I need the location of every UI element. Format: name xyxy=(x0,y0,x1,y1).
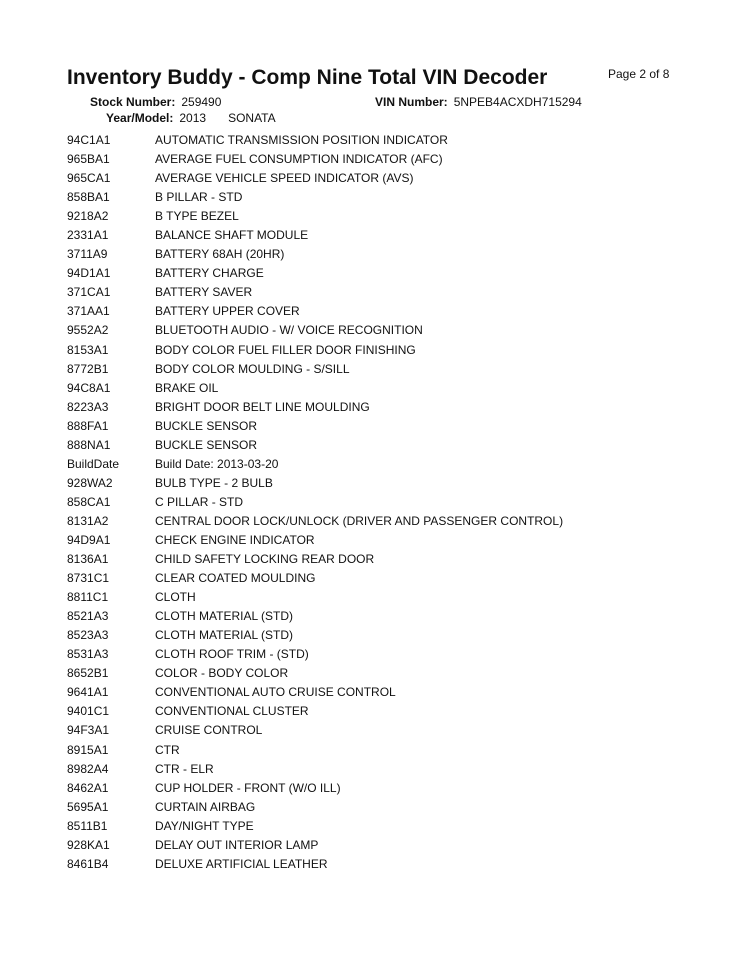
option-description: BULB TYPE - 2 BULB xyxy=(155,475,273,490)
stock-number-label: Stock Number: xyxy=(90,95,176,109)
year-value: 2013 xyxy=(179,111,207,125)
option-code: 8223A3 xyxy=(67,399,109,414)
option-code: 8811C1 xyxy=(67,590,109,605)
option-code: 928KA1 xyxy=(67,837,110,852)
option-code: 888FA1 xyxy=(67,418,109,433)
year-model-label: Year/Model: xyxy=(106,111,174,125)
option-description: C PILLAR - STD xyxy=(155,494,244,509)
option-code: 8136A1 xyxy=(67,552,109,567)
option-code: 2331A1 xyxy=(67,228,109,243)
option-description: BRAKE OIL xyxy=(155,380,219,395)
option-description: B TYPE BEZEL xyxy=(155,209,239,224)
option-description: CRUISE CONTROL xyxy=(155,723,263,738)
option-description: CLEAR COATED MOULDING xyxy=(155,571,316,586)
option-code: 8531A3 xyxy=(67,647,109,662)
option-description: CHILD SAFETY LOCKING REAR DOOR xyxy=(155,552,375,567)
option-code: 858BA1 xyxy=(67,190,110,205)
option-description: BATTERY 68AH (20HR) xyxy=(155,247,285,262)
option-description: CONVENTIONAL AUTO CRUISE CONTROL xyxy=(155,685,396,700)
option-description: DELAY OUT INTERIOR LAMP xyxy=(155,837,319,852)
vin-number xyxy=(375,95,582,109)
option-code: 8652B1 xyxy=(67,666,109,681)
option-description: AUTOMATIC TRANSMISSION POSITION INDICATOR xyxy=(155,133,448,147)
option-code: 94C8A1 xyxy=(67,380,111,395)
option-description: BODY COLOR FUEL FILLER DOOR FINISHING xyxy=(155,342,416,357)
option-description: BALANCE SHAFT MODULE xyxy=(155,228,309,243)
option-code: 94C1A1 xyxy=(67,133,111,147)
option-code: 94F3A1 xyxy=(67,723,110,738)
option-code: 8511B1 xyxy=(67,818,108,833)
option-code: 928WA2 xyxy=(67,475,113,490)
option-description: BODY COLOR MOULDING - S/SILL xyxy=(155,361,350,376)
option-code: 8521A3 xyxy=(67,609,109,624)
option-description: CTR xyxy=(155,742,180,757)
option-code: 9552A2 xyxy=(67,323,109,338)
option-code: 8462A1 xyxy=(67,780,109,795)
option-code: 8982A4 xyxy=(67,761,109,776)
option-code: 8915A1 xyxy=(67,742,109,757)
option-description: BUCKLE SENSOR xyxy=(155,437,258,452)
option-description: CONVENTIONAL CLUSTER xyxy=(155,704,309,719)
option-description: CUP HOLDER - FRONT (W/O ILL) xyxy=(155,780,341,795)
option-code: 94D1A1 xyxy=(67,266,111,281)
option-description: BLUETOOTH AUDIO - W/ VOICE RECOGNITION xyxy=(155,323,423,338)
option-description: CLOTH ROOF TRIM - (STD) xyxy=(155,647,309,662)
option-code: 8131A2 xyxy=(67,513,109,528)
option-code: 94D9A1 xyxy=(67,532,111,547)
stock-number-value: 259490 xyxy=(181,95,222,109)
option-code: 9218A2 xyxy=(67,209,109,224)
option-description: CLOTH xyxy=(155,590,196,605)
option-code: 8153A1 xyxy=(67,342,109,357)
option-description: CURTAIN AIRBAG xyxy=(155,799,256,814)
option-description: CLOTH MATERIAL (STD) xyxy=(155,628,294,643)
option-description: DAY/NIGHT TYPE xyxy=(155,818,254,833)
option-description: BRIGHT DOOR BELT LINE MOULDING xyxy=(155,399,370,414)
option-code: BuildDate xyxy=(67,456,120,471)
option-description: CHECK ENGINE INDICATOR xyxy=(155,532,315,547)
option-code: 8731C1 xyxy=(67,571,110,586)
option-code: 5695A1 xyxy=(67,799,109,814)
option-description: AVERAGE FUEL CONSUMPTION INDICATOR (AFC) xyxy=(155,152,443,167)
option-description: COLOR - BODY COLOR xyxy=(155,666,289,681)
vin-number-label: VIN Number: xyxy=(375,95,448,109)
option-code: 965BA1 xyxy=(67,152,110,167)
vin-number-value: 5NPEB4ACXDH715294 xyxy=(453,95,582,109)
option-description: B PILLAR - STD xyxy=(155,190,243,205)
option-description: AVERAGE VEHICLE SPEED INDICATOR (AVS) xyxy=(155,171,414,186)
option-description: BUCKLE SENSOR xyxy=(155,418,258,433)
option-code: 858CA1 xyxy=(67,494,111,509)
option-code: 965CA1 xyxy=(67,171,111,186)
year-model xyxy=(106,111,276,125)
option-description: BATTERY UPPER COVER xyxy=(155,304,300,319)
model-value: SONATA xyxy=(228,111,276,125)
option-description: CENTRAL DOOR LOCK/UNLOCK (DRIVER AND PASSENGER CONTROL) xyxy=(155,513,564,528)
option-code: 3711A9 xyxy=(67,247,108,262)
option-description: DELUXE ARTIFICIAL LEATHER xyxy=(155,856,328,871)
option-code: 888NA1 xyxy=(67,437,111,452)
option-description: CTR - ELR xyxy=(155,761,214,776)
option-code: 9401C1 xyxy=(67,704,110,719)
option-description: BATTERY SAVER xyxy=(155,285,253,300)
option-code: 371AA1 xyxy=(67,304,110,319)
option-description: CLOTH MATERIAL (STD) xyxy=(155,609,294,624)
page-title: Inventory Buddy - Comp Nine Total VIN Decoder xyxy=(67,66,548,89)
option-description: Build Date: 2013-03-20 xyxy=(155,456,279,471)
option-code: 8461B4 xyxy=(67,856,109,871)
page-number: Page 2 of 8 xyxy=(608,67,670,81)
option-description: BATTERY CHARGE xyxy=(155,266,264,281)
option-code: 8772B1 xyxy=(67,361,109,376)
option-code: 8523A3 xyxy=(67,628,109,643)
option-code: 371CA1 xyxy=(67,285,111,300)
stock-number xyxy=(90,95,221,109)
option-code: 9641A1 xyxy=(67,685,109,700)
